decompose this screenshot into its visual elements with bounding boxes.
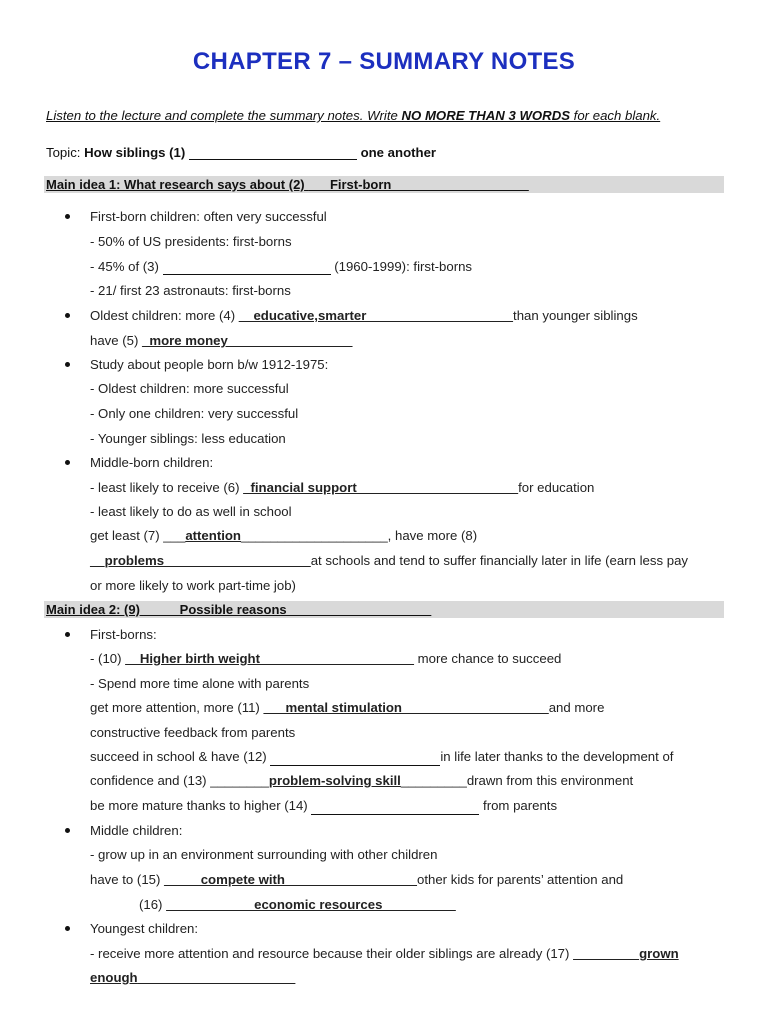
note-text: - least likely to receive (6): [90, 480, 244, 495]
note-line: - Only one children: very successful: [90, 406, 299, 421]
note-line-16: [139, 896, 456, 913]
answer-2[interactable]: ___First-born___________________: [308, 177, 529, 192]
page-title: CHAPTER 7 – SUMMARY NOTES: [192, 48, 576, 75]
answer-17-blank[interactable]: _______ ______________: [137, 970, 296, 985]
answer-11[interactable]: ___mental stimulation____________________: [263, 700, 549, 715]
note-text: (16): [139, 897, 167, 912]
blank-1[interactable]: [189, 145, 357, 160]
note-line-15: [90, 871, 623, 889]
note-text: other kids for parents’ attention and: [417, 872, 624, 887]
note-line-14: [90, 797, 557, 815]
topic-line: [46, 145, 436, 160]
main-idea-2-heading: [44, 601, 724, 618]
answer-10[interactable]: __Higher birth weight_____________________: [125, 651, 415, 666]
instructions-emphasis: NO MORE THAN 3 WORDS: [401, 108, 571, 123]
note-line: - grow up in an environment surrounding with other children: [90, 847, 438, 862]
note-text: - (10): [90, 651, 126, 666]
answer-7[interactable]: attention: [185, 528, 241, 543]
note-text: and more: [548, 700, 605, 715]
bullet-oldest: [90, 307, 638, 324]
answer-13[interactable]: problem-solving skill: [268, 773, 401, 788]
bullet-youngest: Youngest children:: [90, 921, 199, 936]
note-text: (1960-1999): first-borns: [330, 259, 473, 274]
note-text: in life later thanks to the development of: [440, 749, 674, 764]
note-line: - Younger siblings: less education: [90, 431, 286, 446]
blank-12[interactable]: [270, 751, 440, 766]
note-line-5: [90, 332, 352, 350]
note-line: - least likely to do as well in school: [90, 504, 292, 519]
answer-4[interactable]: __educative,smarter____________________: [238, 308, 514, 323]
note-line-13: [90, 772, 633, 789]
topic-text: How siblings (1): [84, 145, 189, 160]
note-line: constructive feedback from parents: [90, 725, 296, 740]
instructions: [46, 108, 660, 123]
note-text: get least (7) ___: [90, 528, 186, 543]
note-line-17: [90, 945, 679, 962]
bullet-first-born: First-born children: often very successful: [90, 209, 327, 224]
main-idea-1-label: Main idea 1: What research says about (2): [46, 177, 309, 192]
note-text: _________drawn from this environment: [400, 773, 634, 788]
note-text: for education: [518, 480, 595, 495]
answer-15[interactable]: _____compete with__________________: [164, 872, 417, 887]
answer-5[interactable]: _more money_________________: [142, 333, 353, 348]
note-line: or more likely to work part-time job): [90, 578, 296, 593]
answer-16[interactable]: ____________economic resources__________: [166, 897, 456, 912]
topic-label: Topic:: [46, 145, 85, 160]
note-line-12: [90, 748, 673, 766]
answer-17[interactable]: _________grown: [573, 946, 679, 961]
note-text: - 45% of (3): [90, 259, 163, 274]
note-line: - Spend more time alone with parents: [90, 676, 310, 691]
topic-text-end: one another: [356, 145, 437, 160]
note-line-10: [90, 650, 561, 668]
note-line: - 21/ first 23 astronauts: first-borns: [90, 283, 291, 298]
note-text: than younger siblings: [513, 308, 638, 323]
answer-6[interactable]: _financial support______________________: [243, 480, 519, 495]
instructions-text-end: for each blank.: [570, 108, 661, 123]
note-text: get more attention, more (11): [90, 700, 264, 715]
note-line: - Oldest children: more successful: [90, 381, 289, 396]
instructions-text: Listen to the lecture and complete the summary notes. Write: [46, 108, 402, 123]
note-text: - receive more attention and resource because their older siblings are already (17): [90, 946, 574, 961]
note-line: - 50% of US presidents: first-borns: [90, 234, 292, 249]
note-line-17b: [90, 969, 295, 986]
main-idea-2-label: Main idea 2: (9): [46, 602, 144, 617]
bullet-middle-born: Middle-born children:: [90, 455, 214, 470]
note-line-7: [90, 527, 477, 545]
answer-17-end[interactable]: enough: [90, 970, 138, 985]
note-text: at schools and tend to suffer financially later in life (earn less pay: [310, 553, 688, 568]
note-line-11: [90, 699, 604, 717]
note-text: be more mature thanks to higher (14): [90, 798, 312, 813]
note-line-8: [90, 552, 688, 569]
answer-8[interactable]: __problems____________________: [90, 553, 311, 568]
note-line-6: [90, 479, 594, 496]
note-text: have (5): [90, 333, 143, 348]
note-text: succeed in school & have (12): [90, 749, 271, 764]
note-text: ____________________, have more (8): [241, 528, 478, 543]
bullet-first-borns: First-borns:: [90, 627, 157, 642]
note-text: have to (15): [90, 872, 165, 887]
blank-3[interactable]: [163, 260, 331, 275]
bullet-study: Study about people born b/w 1912-1975:: [90, 357, 329, 372]
note-line-3: [90, 258, 472, 275]
note-text: from parents: [479, 798, 558, 813]
blank-14[interactable]: [311, 800, 479, 815]
answer-9[interactable]: _____Possible reasons____________________: [143, 602, 432, 617]
note-text: Oldest children: more (4): [90, 308, 239, 323]
bullet-middle-children: Middle children:: [90, 823, 183, 838]
note-text: more chance to succeed: [414, 651, 562, 666]
main-idea-1-heading: [44, 176, 724, 193]
note-text: confidence and (13) ________: [90, 773, 269, 788]
